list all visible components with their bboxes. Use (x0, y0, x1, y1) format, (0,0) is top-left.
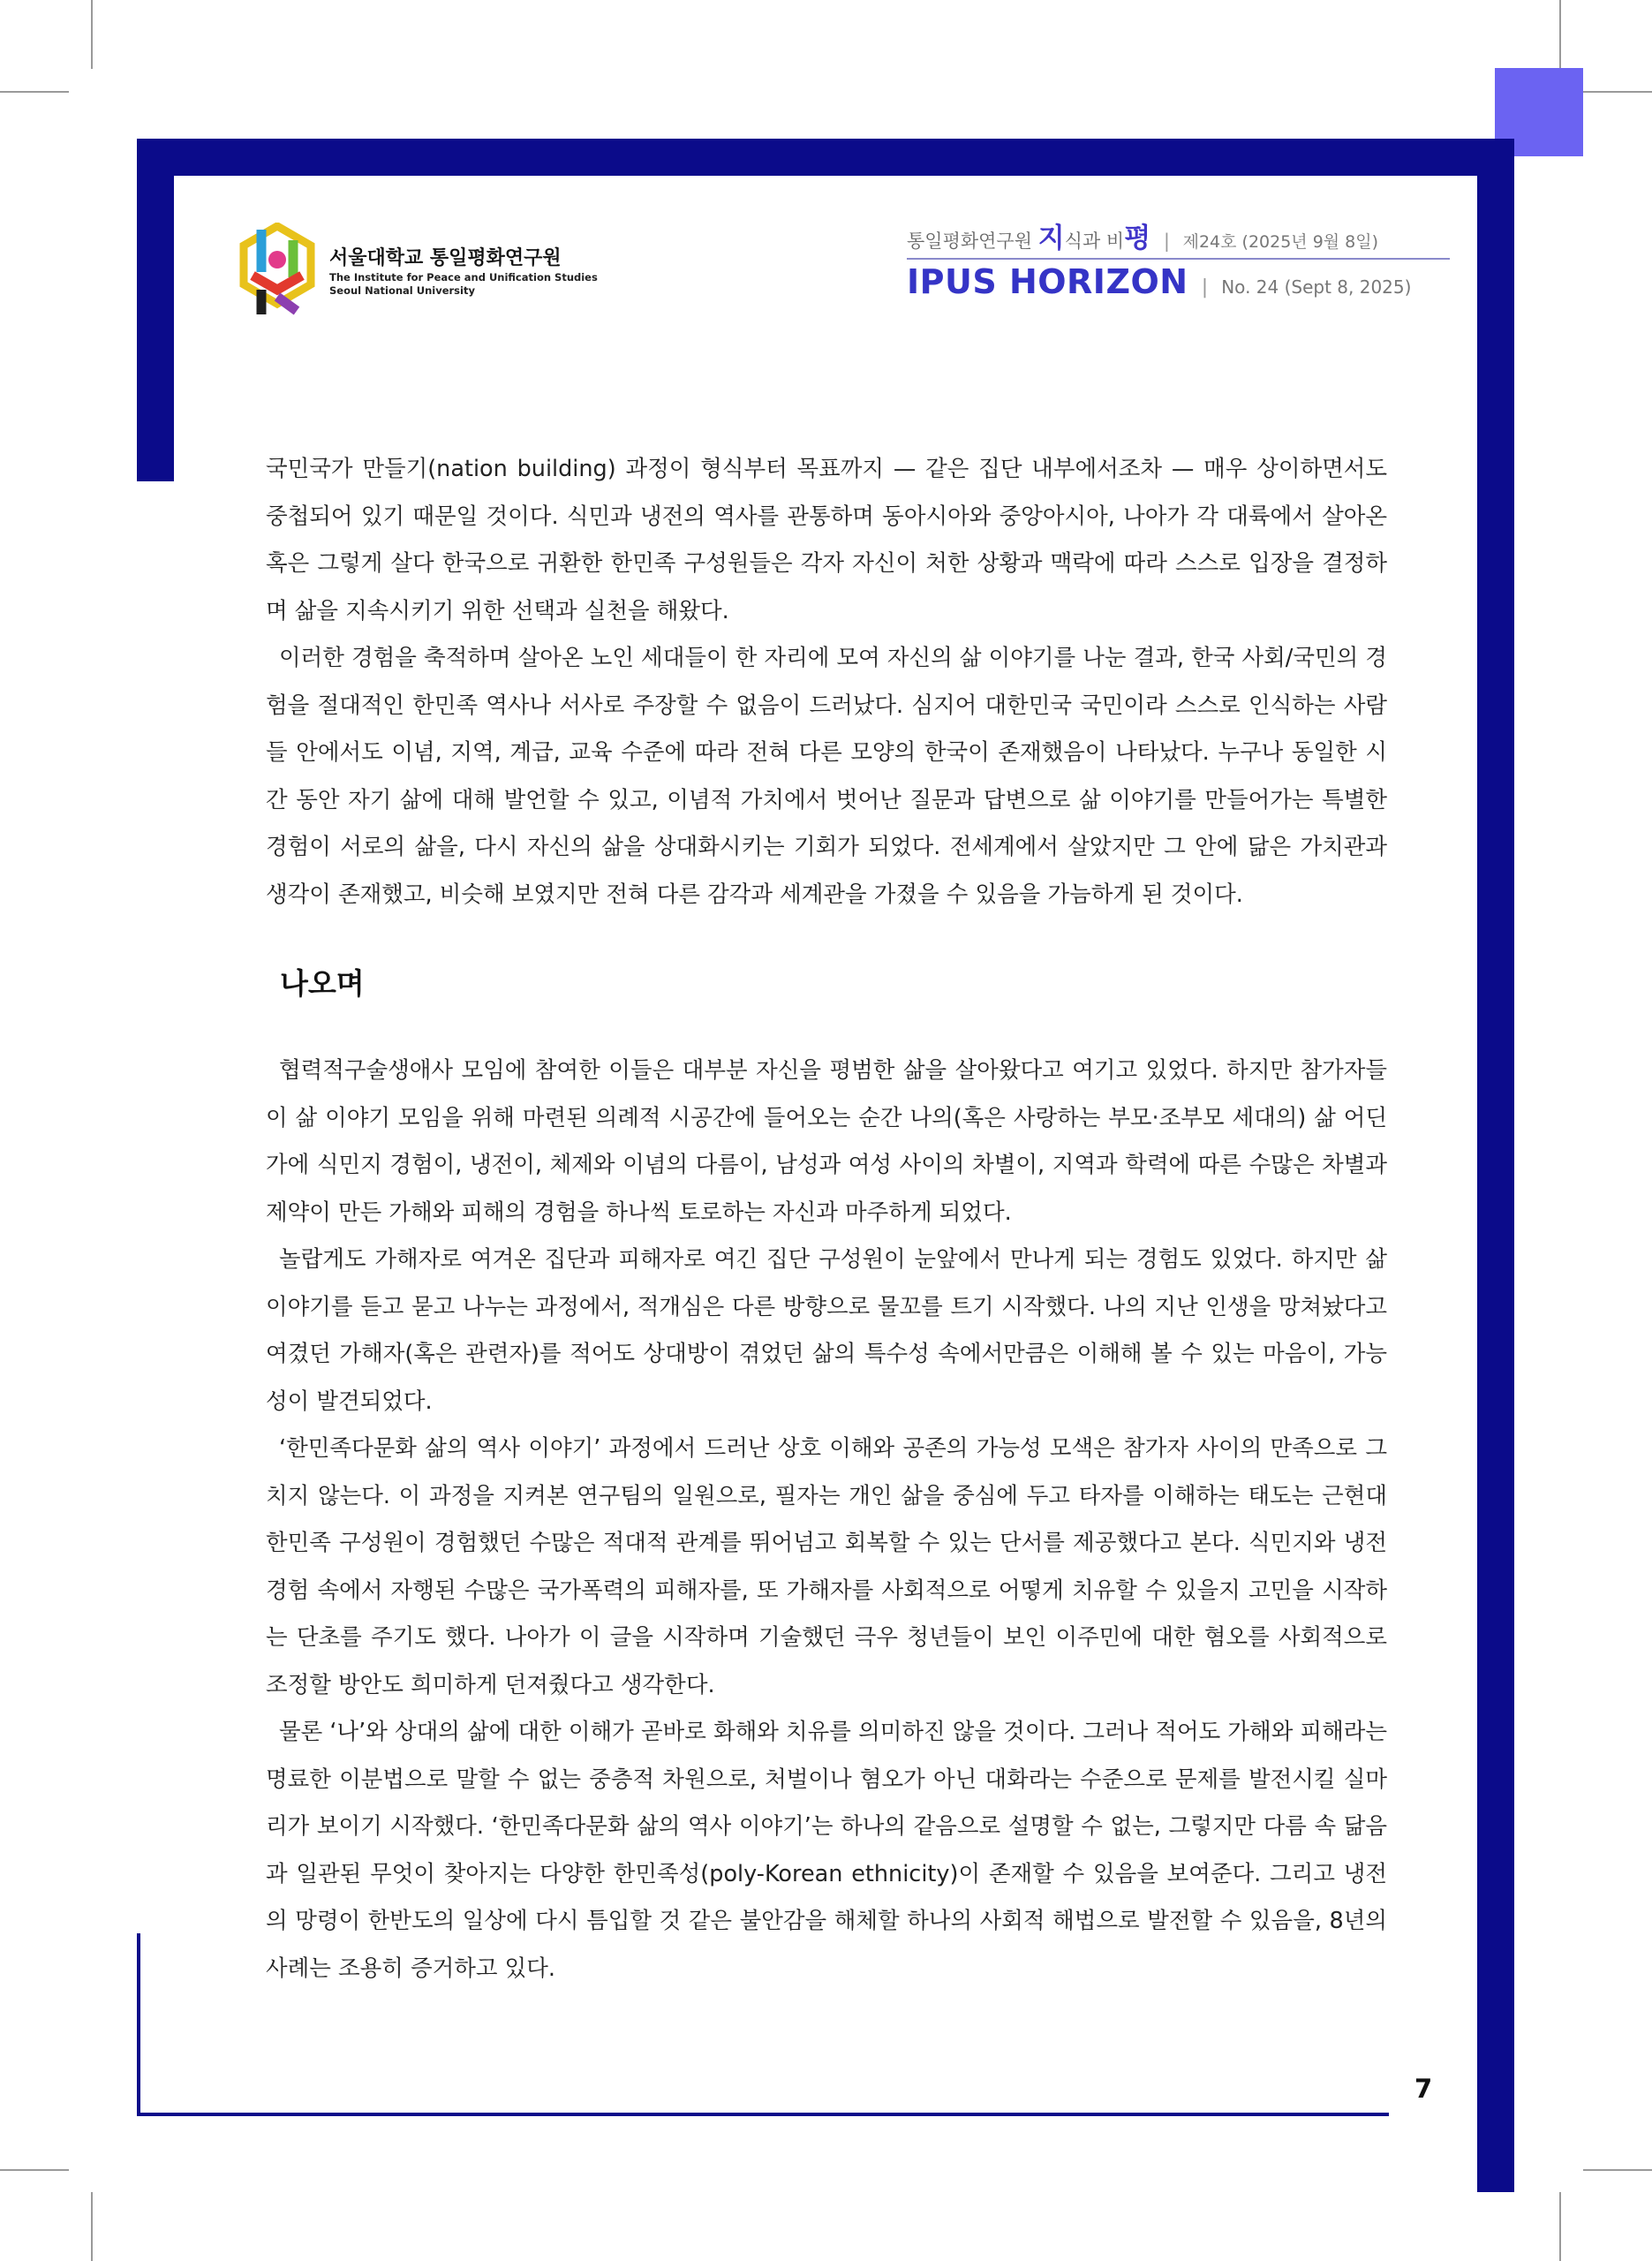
crop-mark (1583, 2169, 1652, 2171)
institute-name-en: The Institute for Peace and Unification Studies (329, 271, 598, 284)
issue-en: No. 24 (Sept 8, 2025) (1221, 276, 1412, 298)
crop-mark (91, 2192, 93, 2261)
series-pyeong: 평 (1124, 223, 1151, 254)
crop-mark (1583, 91, 1652, 93)
series-sik: 식과 비 (1064, 231, 1125, 252)
section-heading: 나오며 (280, 966, 365, 1001)
series-ji: 지 (1037, 223, 1065, 254)
paragraph: 협력적구술생애사 모임에 참여한 이들은 대부분 자신을 평범한 삶을 살아왔다고 여기고 있었다. 하지만 참가자들이 삶 이야기 모임을 위해 마련된 의례적 시공간에 들어오는 순간 나의(혹은 사랑하는 부모·조부모 세대의) 삶 어딘가에 식민지 경험이, 냉전이, 체제와 이념의 다름이, 남성과 여성 사이의 차별이, 지역과 학력에 따른 수많은 차별과 제약이 만든 가해와 피해의 경험을 하나씩 토로하는 자신과 마주하게 되었다. (266, 1057, 1387, 1226)
frame-top-bar (137, 139, 1514, 176)
series-title (907, 216, 1378, 255)
header-rule (907, 258, 1450, 260)
article-body (266, 446, 1387, 1993)
crop-mark (0, 2169, 69, 2171)
frame-bottom-left-line (137, 1933, 140, 2115)
ipus-logo-icon (235, 223, 320, 320)
separator: | (1201, 276, 1209, 299)
paragraph: 놀랍게도 가해자로 여겨온 집단과 피해자로 여긴 집단 구성원이 눈앞에서 만나게 되는 경험도 있었다. 하지만 삶 이야기를 듣고 묻고 나누는 과정에서, 적개심은 다른 방향으로 물꼬를 트기 시작했다. 나의 지난 인생을 망쳐놨다고 여겼던 가해자(혹은 관련자)를 적어도 상대방이 겪었던 삶의 특수성 속에서만큼은 이해해 볼 수 있는 마음이, 가능성이 발견되었다. (266, 1246, 1387, 1415)
issue-kr: 제24호 (2025년 9월 8일) (1182, 232, 1379, 252)
paragraph: 이러한 경험을 축적하며 살아온 노인 세대들이 한 자리에 모여 자신의 삶 이야기를 나눈 결과, 한국 사회/국민의 경험을 절대적인 한민족 역사나 서사로 주장할 수 없음이 드러났다. 심지어 대한민국 국민이라 스스로 인식하는 사람들 안에서도 이념, 지역, 계급, 교육 수준에 따라 전혀 다른 모양의 한국이 존재했음이 나타났다. 누구나 동일한 시간 동안 자기 삶에 대해 발언할 수 있고, 이념적 가치에서 벗어난 질문과 답변으로 삶 이야기를 만들어가는 특별한 경험이 서로의 삶을, 다시 자신의 삶을 상대화시키는 기회가 되었다. 전세계에서 살았지만 그 안에 닮은 가치관과 생각이 존재했고, 비슷해 보였지만 전혀 다른 감각과 세계관을 가졌을 수 있음을 가늠하게 된 것이다. (266, 645, 1387, 908)
frame-left-bar (137, 139, 174, 481)
separator: | (1163, 231, 1170, 252)
crop-mark (91, 0, 93, 69)
series-prefix: 통일평화연구원 (907, 231, 1033, 252)
paragraph: 물론 ‘나’와 상대의 삶에 대한 이해가 곧바로 화해와 치유를 의미하진 않을 것이다. 그러나 적어도 가해와 피해라는 명료한 이분법으로 말할 수 없는 중층적 차원으로, 처벌이나 혐오가 아닌 대화라는 수준으로 문제를 발전시킬 실마리가 보이기 시작했다. ‘한민족다문화 삶의 역사 이야기’는 하나의 같음으로 설명할 수 없는, 그렇지만 다름 속 닮음과 일관된 무엇이 찾아지는 다양한 한민족성(poly-Korean ethnicity)이 존재할 수 있음을 보여준다. 그리고 냉전의 망령이 한반도의 일상에 다시 틈입할 것 같은 불안감을 해체할 하나의 사회적 해법으로 발전할 수 있음을, 8년의 사례는 조용히 증거하고 있다. (266, 1719, 1387, 1982)
crop-mark (0, 91, 69, 93)
frame-bottom-line (137, 2113, 1389, 2116)
brand-title: IPUS HORIZON (907, 262, 1188, 301)
university-name-en: Seoul National University (329, 284, 475, 297)
brand-line (907, 262, 1411, 301)
page-number: 7 (1414, 2074, 1433, 2104)
paragraph: ‘한민족다문화 삶의 역사 이야기’ 과정에서 드러난 상호 이해와 공존의 가능성 모색은 참가자 사이의 만족으로 그치지 않는다. 이 과정을 지켜본 연구팀의 일원으로, 필자는 개인 삶을 중심에 두고 타자를 이해하는 태도는 근현대 한민족 구성원이 경험했던 수많은 적대적 관계를 뛰어넘고 회복할 수 있는 단서를 제공했다고 본다. 식민지와 냉전 경험 속에서 자행된 수많은 국가폭력의 피해자를, 또 가해자를 사회적으로 어떻게 치유할 수 있을지 고민을 시작하는 단초를 주기도 했다. 나아가 이 글을 시작하며 기술했던 극우 청년들이 보인 이주민에 대한 혐오를 사회적으로 조정할 방안도 희미하게 던져줬다고 생각한다. (266, 1435, 1387, 1698)
institute-name-kr: 서울대학교 통일평화연구원 (329, 247, 562, 269)
crop-mark (1559, 0, 1561, 69)
paragraph: 국민국가 만들기(nation building) 과정이 형식부터 목표까지 — 같은 집단 내부에서조차 — 매우 상이하면서도 중첩되어 있기 때문일 것이다. 식민과 냉전의 역사를 관통하며 동아시아와 중앙아시아, 나아가 각 대륙에서 살아온 혹은 그렇게 살다 한국으로 귀환한 한민족 구성원들은 각자 자신이 처한 상황과 맥락에 따라 스스로 입장을 결정하며 삶을 지속시키기 위한 선택과 실천을 해왔다. (266, 456, 1387, 624)
crop-mark (1559, 2192, 1561, 2261)
frame-right-bar (1477, 139, 1514, 2192)
